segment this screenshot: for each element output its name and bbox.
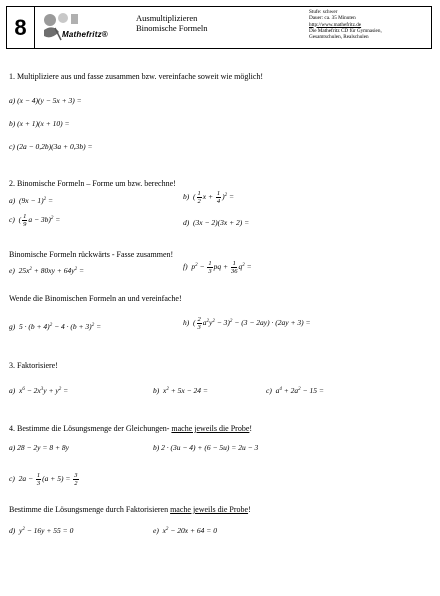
section-2-subheading-1: Binomische Formeln rückwärts - Fasse zusammen! <box>9 250 174 259</box>
exercise-4d: d) $y^2 - 16y + 55 = 0$ <box>9 526 74 535</box>
exercise-3b-label: b) <box>153 386 160 395</box>
exercise-2a: a) $(9x - 1)^2$ = <box>9 196 54 205</box>
exercise-2d-label: d) <box>183 218 190 227</box>
exercise-2c: c) ( $\frac{1}{9}$ a − 3b)$^2$ = <box>9 213 61 228</box>
exercise-4a: a) 28 − 2y = 8 + 8y <box>9 443 69 452</box>
section-3-heading: 3. Faktorisiere! <box>9 361 58 370</box>
sheet-number: 8 <box>7 7 35 48</box>
title-line-2: Binomische Formeln <box>136 23 208 33</box>
exercise-1b: b) (x + 1)(x + 10) = <box>9 119 70 128</box>
exercise-4e-label: e) <box>153 526 159 535</box>
exercise-2b-label: b) <box>183 192 190 202</box>
section-4-subheading <box>9 505 251 514</box>
exercise-2f: f) $p^2$ − $\frac{1}{3}$ pq + $\frac{1}{36}$ $q^2$ = <box>183 260 252 275</box>
exercise-2a-label: a) <box>9 196 16 205</box>
exercise-1a: a) (x − 4)(y − 5x + 3) = <box>9 96 82 105</box>
exercise-2h-label: h) <box>183 318 190 328</box>
meta-url-link[interactable]: http://www.mathefritz.de <box>309 21 362 28</box>
meta-cd: Die Mathefritz CD für Gymnasien, <box>309 27 382 34</box>
exercise-4c: c) 2a − $\frac{1}{3}$ (a + 5) = $\frac{3}{2}$ <box>9 472 78 487</box>
exercise-2e-label: e) <box>9 266 15 275</box>
title-line-1: Ausmultiplizieren <box>136 13 198 23</box>
exercise-4d-label: d) <box>9 526 16 535</box>
exercise-3a: a) $x^6 - 2x^3y + y^2$ = <box>9 386 69 395</box>
exercise-3a-label: a) <box>9 386 16 395</box>
meta-schools: Gesamtschulen, Realschulen <box>309 34 369 41</box>
page-title <box>136 13 208 33</box>
section-4-heading-end: ! <box>249 424 253 433</box>
sheet-meta <box>309 9 382 40</box>
section-4-sub-underlined: mache jeweils die Probe <box>170 505 249 514</box>
exercise-2g-label: g) <box>9 322 16 331</box>
worksheet-header <box>6 6 432 49</box>
exercise-2d: d) (3x − 2)(3x + 2) = <box>183 218 250 227</box>
exercise-4b: b) 2 · (3u − 4) + (6 − 5u) = 2u − 3 <box>153 443 259 452</box>
exercise-2e: e) $25x^2 + 80xy + 64y^2$ = <box>9 266 84 275</box>
exercise-4c-label: c) <box>9 474 15 484</box>
section-4-sub-text: Bestimme die Lösungsmenge durch Faktorisieren <box>9 505 171 514</box>
logo-text: Mathefritz® <box>62 30 108 39</box>
exercise-4e: e) $x^2 - 20x + 64 = 0$ <box>153 526 217 535</box>
exercise-2g: g) $5 \cdot (b + 4)^2 - 4 \cdot (b + 3)^2$ = <box>9 322 102 331</box>
section-2-subheading-2: Wende die Binomischen Formeln an und vereinfache! <box>9 294 182 303</box>
meta-duration: Dauer: ca. 35 Minuten <box>309 15 356 22</box>
exercise-2f-label: f) <box>183 262 188 272</box>
section-4-heading-underlined: mache jeweils die Probe <box>171 424 250 433</box>
section-1-heading: 1. Multipliziere aus und fasse zusammen bzw. vereinfache soweit wie möglich! <box>9 72 264 81</box>
section-4-sub-end: ! <box>248 505 251 514</box>
exercise-3b: b) $x^2 + 5x - 24$ = <box>153 386 208 395</box>
meta-level: Stufe: schwer <box>309 9 338 15</box>
exercise-1c: c) (2a − 0,2b)(3a + 0,3b) = <box>9 142 93 151</box>
exercise-3c: c) $a^4 + 2a^2 - 15$ = <box>266 386 324 395</box>
exercise-2c-label: c) <box>9 215 15 225</box>
section-4-heading <box>9 424 252 433</box>
mathefritz-logo <box>41 10 127 44</box>
exercise-2h: h) ( $\frac{2}{3}$ $a^2y^2 - 3)^2 - (3 - 2ay) \cdot (2ay + 3)$ = <box>183 316 311 331</box>
exercise-2b: b) ( $\frac{1}{2}$ x + $\frac{1}{4}$ )$^2$ = <box>183 190 235 205</box>
section-4-heading-text: 4. Bestimme die Lösungsmenge der Gleichungen- <box>9 424 172 433</box>
section-2-heading: 2. Binomische Formeln – Forme um bzw. berechne! <box>9 179 176 188</box>
exercise-3c-label: c) <box>266 386 272 395</box>
